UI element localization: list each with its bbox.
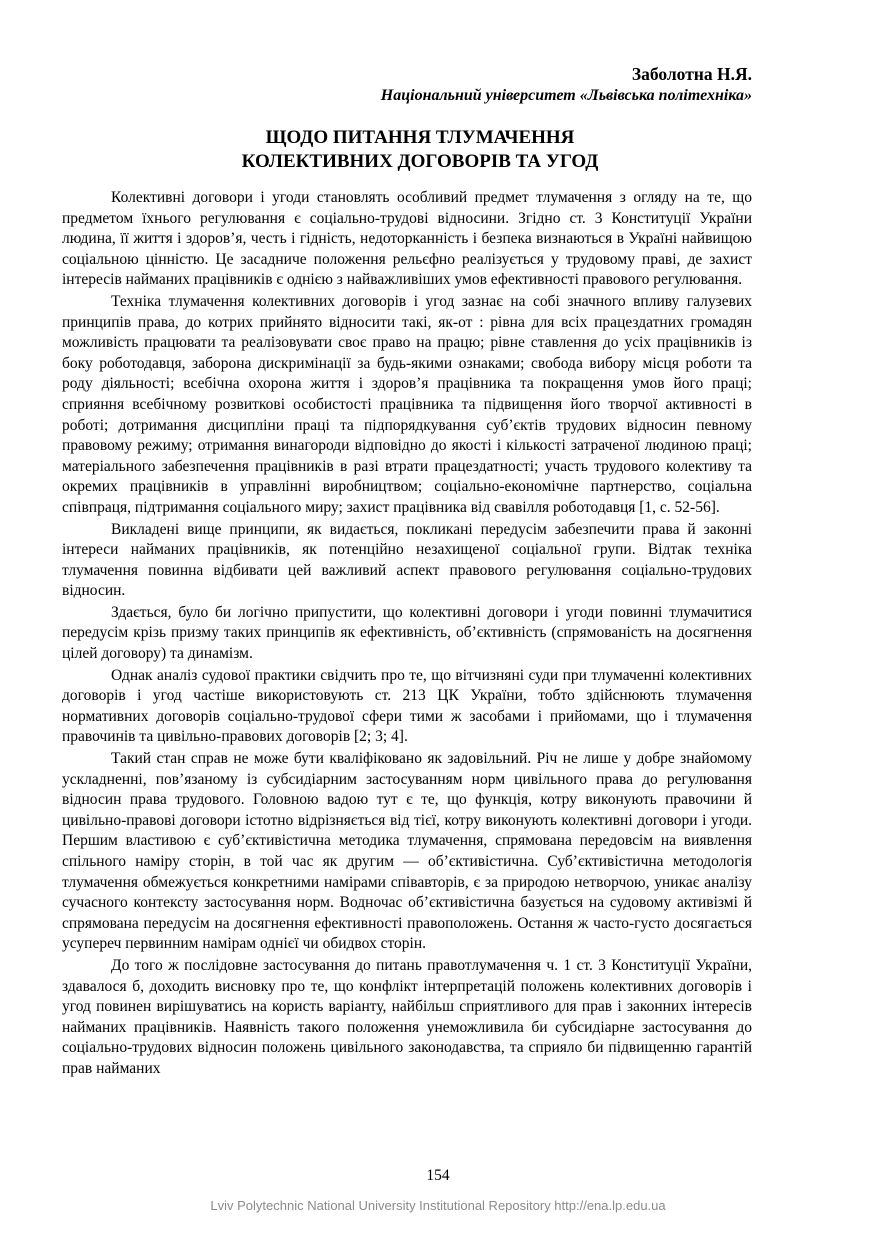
author-name: Заболотна Н.Я.: [631, 64, 752, 84]
paragraph: Однак аналіз судової практики свідчить про те, що вітчизняні суди при тлумаченні колективних договорів і угод частіше використовують ст. 213 ЦК України, тобто здійснюють тлумачення нормативних договорів соціально-трудової сфери тими ж засобами і прийомами, що і тлумачення правочинів та цивільно-правових договорів [2; 3; 4].: [62, 666, 752, 746]
paper-title-line-1: ЩОДО ПИТАННЯ ТЛУМАЧЕННЯ: [265, 127, 575, 148]
repository-footer: Lviv Polytechnic National University Institutional Repository http://ena.lp.edu.ua: [210, 1198, 666, 1213]
paragraph: До того ж послідовне застосування до питань правотлумачення ч. 1 ст. 3 Конституції України, здавалося б, доходить висновку про те, що конфлікт інтерпретацій положень колективних договорів і угод повинен вирішуватись на користь варіанту, найбільш сприятливого для прав і законних інтересів найманих працівників. Наявність такого положення унеможливила би субсидіарне застосування до соціально-трудових відносин положень цивільного законодавства, та сприяло би підвищенню гарантій прав найманих: [62, 956, 752, 1077]
page-number: 154: [426, 1167, 450, 1184]
paragraph: Такий стан справ не може бути кваліфіковано як задовільний. Річ не лише у добре знайомому ускладненні, пов’язаному із субсидіарним застосуванням норм цивільного права до регулювання відносин права трудового. Головною вадою тут є те, що функція, котру виконують правочини й цивільно-правові договори істотно відрізняється від тієї, котру виконують колективні договори і угоди. Першим властивою є суб’єктивістична методика тлумачення, спрямована передовсім на виявлення спільного наміру сторін, в той час як другим — об’єктивістична. Суб’єктивістична методологія тлумачення обмежується конкретними намірами співавторів, є за природою нетворчою, уникає аналізу сучасного контексту застосування норм. Водночас об’єктивістична базується на судовому активізмі й спрямована передусім на досягнення ефективності правоположень. Остання ж часто-густо досягається усупереч первинним намірам однієї чи обидвох сторін.: [62, 750, 752, 953]
author-affiliation: Національний університет «Львівська політехніка»: [380, 87, 752, 104]
paragraph: Техніка тлумачення колективних договорів і угод зазнає на собі значного впливу галузевих принципів права, до котрих прийнято відносити такі, як-от : рівна для всіх працездатних громадян можливість працювати та реалізовувати своє право на працю; рівне ставлення до усіх працівників із боку роботодавця, заборона дискримінації за будь-якими ознаками; свобода вибору місця роботи та роду діяльності; всебічна охорона життя і здоров’я працівника та покращення умов його праці; сприяння всебічному розвиткові особистості працівника та підвищення його творчої активності в роботі; дотримання дисципліни праці та підпорядкування суб’єктів трудових відносин певному правовому режиму; отримання винагороди відповідно до якості і кількості затраченої людиною праці; матеріального забезпечення працівників в разі втрати працездатності; участь трудового колективу та окремих працівників в управлінні виробництвом; соціально-економічне партнерство, соціальна співпраця, підтримання соціального миру; захист працівника від свавілля роботодавця [1, с. 52-56].: [62, 292, 752, 516]
paragraph: Викладені вище принципи, як видається, покликані передусім забезпечити права й законні інтереси найманих працівників, як потенційно незахищеної соціальної групи. Відтак техніка тлумачення повинна відбивати цей важливий аспект правового регулювання соціально-трудових відносин.: [62, 520, 752, 600]
paragraph: Здається, було би логічно припустити, що колективні договори і угоди повинні тлумачитися передусім крізь призму таких принципів як ефективність, об’єктивність (спрямованість на досягнення цілей договору) та динамізм.: [62, 603, 752, 663]
paragraph: Колективні договори і угоди становлять особливий предмет тлумачення з огляду на те, що предметом їхнього регулювання є соціально-трудові відносини. Згідно ст. 3 Конституції України людина, її життя і здоров’я, честь і гідність, недоторканність і безпека визнаються в Україні найвищою соціальною цінністю. Це засадниче положення рельєфно реалізується у трудовому праві, де захист інтересів найманих працівників є однією з найважливіших умов ефективності правового регулювання.: [62, 189, 752, 289]
paper-title-line-2: КОЛЕКТИВНИХ ДОГОВОРІВ ТА УГОД: [241, 151, 599, 172]
body-text: [62, 188, 752, 1080]
